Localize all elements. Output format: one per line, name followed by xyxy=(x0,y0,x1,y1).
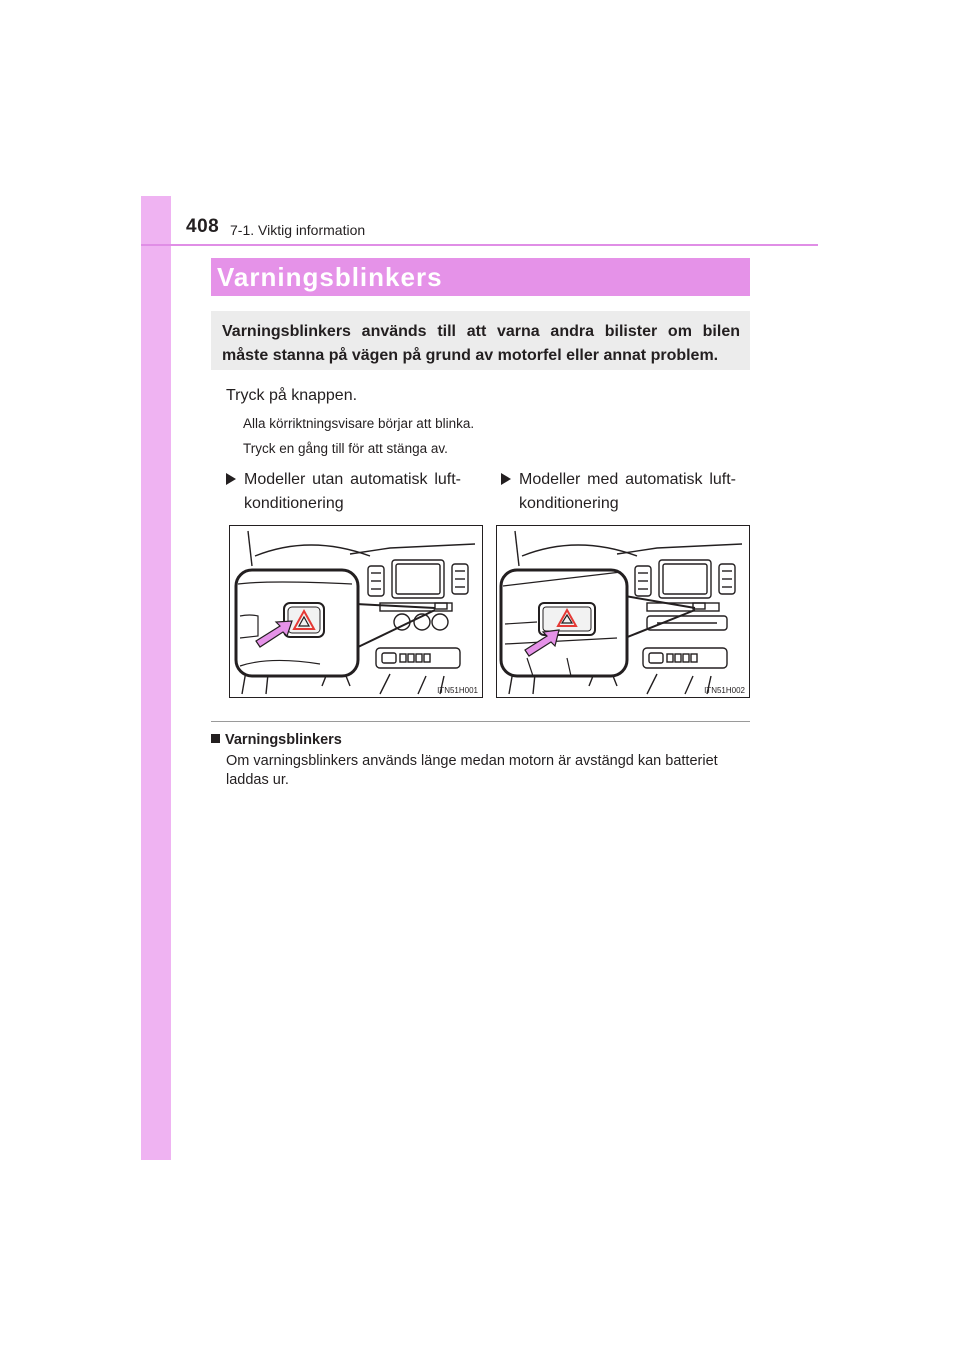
page-number: 408 xyxy=(186,216,220,237)
note-divider xyxy=(211,721,750,722)
header-divider xyxy=(141,244,818,246)
column-heading-right-text: Modeller med automatisk luft-konditionering xyxy=(519,471,736,512)
square-bullet-icon xyxy=(211,734,220,743)
instruction-sub-1: Alla körriktningsvisare börjar att blinka. xyxy=(243,416,475,431)
triangle-right-icon xyxy=(226,473,236,485)
illustration-right xyxy=(496,525,750,698)
instruction-main: Tryck på knappen. xyxy=(226,387,358,404)
section-title: 7-1. Viktig information xyxy=(230,222,366,238)
illustration-left xyxy=(229,525,483,698)
triangle-right-icon xyxy=(501,473,511,485)
image-code-left: ITN51H001 xyxy=(437,686,478,695)
dashboard-illustration-right xyxy=(497,526,749,697)
column-heading-right xyxy=(501,468,736,516)
note-title xyxy=(211,732,342,748)
summary-box: Varningsblinkers används till att varna andra bilister om bilen måste stanna på vägen på grund av motorfel eller annat problem. xyxy=(211,311,750,370)
instruction-sub-2: Tryck en gång till för att stänga av. xyxy=(243,441,448,456)
image-code-right: ITN51H002 xyxy=(704,686,745,695)
note-title-text: Varningsblinkers xyxy=(225,732,342,748)
note-body: Om varningsblinkers används länge medan motorn är avstängd kan batteriet laddas ur. xyxy=(226,753,718,788)
page-title: Varningsblinkers xyxy=(211,258,750,296)
dashboard-illustration-left xyxy=(230,526,482,697)
column-heading-left xyxy=(226,468,461,516)
chapter-side-tab xyxy=(141,196,171,1160)
column-heading-left-text: Modeller utan automatisk luft-konditionering xyxy=(244,471,461,512)
